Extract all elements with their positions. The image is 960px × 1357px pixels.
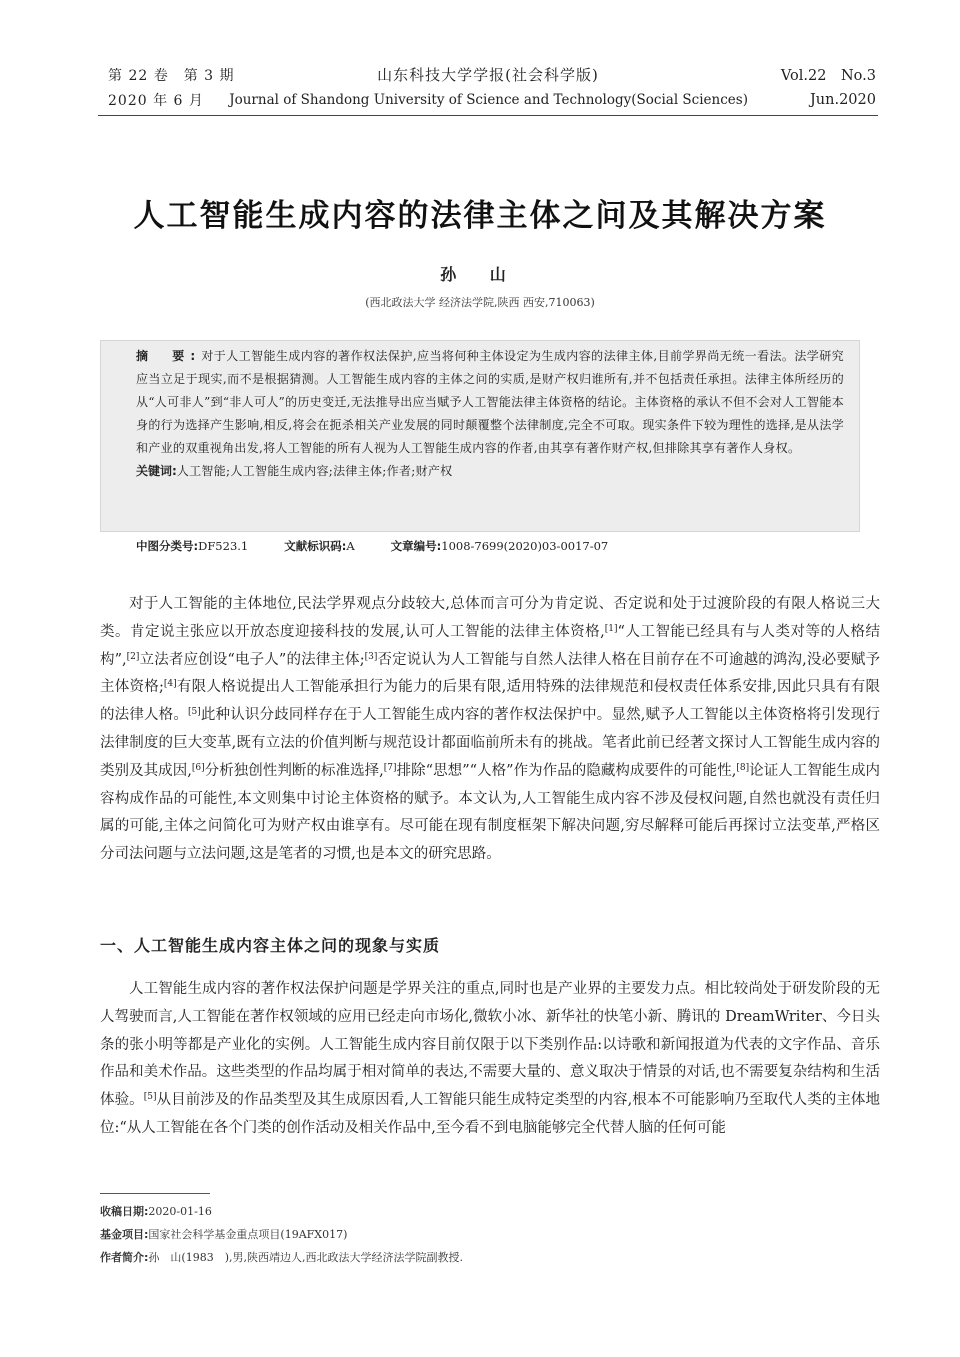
citation: [5] [143,1092,157,1103]
article-title: 人工智能生成内容的法律主体之问及其解决方案 [133,198,827,234]
article-number: 1008-7699(2020)03-0017-07 [441,539,609,553]
clc-number: DF523.1 [198,539,249,553]
fund-label: 基金项目: [100,1228,149,1241]
paragraph: 人工智能生成内容的著作权法保护问题是学界关注的重点,同时也是产业界的主要发力点。相比较尚处于研发阶段的无人驾驶而言,人工智能在著作权领域的应用已经走向市场化,微软小冰、新华社的快笔小新、腾讯的 DreamWriter、今日头条的张小明等都是产业化的实例。人工智能生成内容目前仅限于以下类别作品:以诗歌和新闻报道为代表的文字作品、音乐作品和美术作品。这些类型的作品均属于相对简单的表达,不需要大量的、意义取决于情景的对话,也不需要复杂结构和生活体验。[5]从目前涉及的作品类型及其生成原因看,人工智能只能生成特定类型的内容,根本不可能影响乃至取代人类的主体地位:“从人工智能在各个门类的创作活动及相关作品中,至今看不到电脑能够完全代替人脑的任何可能 [100,981,881,1136]
citation: [2] [126,651,140,662]
abstract [136,345,844,483]
classification-row [136,538,844,554]
footnotes [100,1200,880,1269]
author-bio-label: 作者简介: [100,1251,149,1264]
received-date: 2020-01-16 [148,1205,212,1218]
paragraph: 对于人工智能的主体地位,民法学界观点分歧较大,总体而言可分为肯定说、否定说和处于过渡阶段的有限人格说三大类。肯定说主张应以开放态度迎接科技的发展,认可人工智能的法律主体资格,[1]“人工智能已经具有与人类对等的人格结构”,[2]立法者应创设“电子人”的法律主体;[3]否定说认为人工智能与自然人法律人格在目前存在不可逾越的鸿沟,没必要赋予主体资格;[4]有限人格说提出人工智能承担行为能力的后果有限,适用特殊的法律规范和侵权责任体系安排,因此只具有有限的法律人格。[5]此种认识分歧同样存在于人工智能生成内容的著作权法保护中。显然,赋予人工智能以主体资格将引发现行法律制度的巨大变革,既有立法的价值判断与规范设计都面临前所未有的挑战。笔者此前已经著文探讨人工智能生成内容的类别及其成因,[6]分析独创性判断的标准选择,[7]排除“思想”“人格”作为作品的隐藏构成要件的可能性,[8]论证人工智能生成内容构成作品的可能性,本文则集中讨论主体资格的赋予。本文认为,人工智能生成内容不涉及侵权问题,自然也就没有责任归属的可能,主体之问简化可为财产权由谁享有。尽可能在现有制度框架下解决问题,穷尽解释可能后再探讨立法变革,严格区分司法问题与立法问题,这是笔者的习惯,也是本文的研究思路。 [100,596,881,863]
keywords-label: 关键词: [136,464,177,478]
citation: [7] [383,762,397,773]
section-heading: 一、人工智能生成内容主体之问的现象与实质 [100,936,441,955]
header-divider [98,115,878,116]
citation: [1] [604,623,618,634]
citation: [3] [364,651,378,662]
body-text-intro [100,591,880,869]
abstract-label: 摘 要: [136,349,202,363]
doc-code: A [346,539,355,553]
journal-title-cn: 山东科技大学学报(社会科学版) [377,66,599,84]
abstract-text: 对于人工智能生成内容的著作权法保护,应当将何种主体设定为生成内容的法律主体,目前学界尚无统一看法。法学研究应当立足于现实,而不是根据猜测。人工智能生成内容的主体之问的实质,是财产权归谁所有,并不包括责任承担。法律主体所经历的从“人可非人”到“非人可人”的历史变迁,无法推导出应当赋予人工智能法律主体资格的结论。主体资格的承认不但不会对人工智能本身的行为选择产生影响,相反,将会在扼杀相关产业发展的同时颠覆整个法律制度,完全不可取。现实条件下较为理性的选择,是从法学和产业的双重视角出发,将人工智能的所有人视为人工智能生成内容的作者,由其享有著作财产权,但排除其享有著作人身权。 [136,349,844,455]
publication-date: 2020 年 6 月 [108,93,204,109]
clc-label: 中图分类号: [136,539,199,553]
received-label: 收稿日期: [100,1205,149,1218]
author-affiliation: (西北政法大学 经济法学院,陕西 西安,710063) [365,296,595,309]
keywords: 人工智能;人工智能生成内容;法律主体;作者;财产权 [176,464,453,478]
doc-code-label: 文献标识码: [284,539,347,553]
citation: [8] [736,762,750,773]
footnote-divider [100,1193,210,1194]
article-no-label: 文章编号: [390,539,442,553]
fund-project: 国家社会科学基金重点项目(19AFX017) [148,1228,348,1241]
citation: [4] [163,679,177,690]
publication-date-en: Jun.2020 [809,92,876,108]
citation: [5] [187,707,201,718]
volume-issue-en: Vol.22 No.3 [780,68,876,84]
citation: [6] [191,762,205,773]
author-bio: 孙 山(1983 ),男,陕西靖边人,西北政法大学经济法学院副教授. [148,1251,463,1264]
body-text-section-1 [100,976,880,1143]
author-name: 孙 山 [440,265,520,284]
volume-issue: 第 22 卷 第 3 期 [108,67,235,84]
journal-title-en: Journal of Shandong University of Science and Technology(Social Sciences) [229,92,748,108]
running-header [100,62,876,112]
